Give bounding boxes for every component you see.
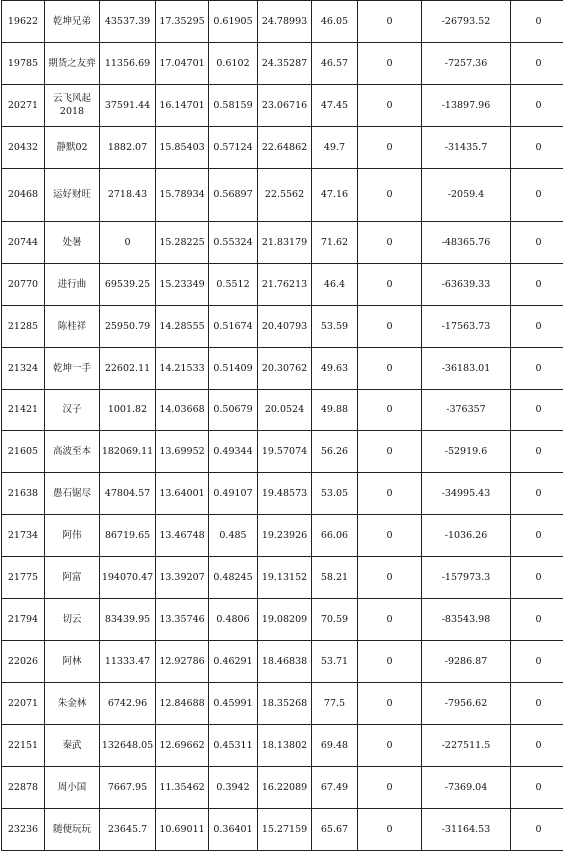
value-8-cell: 0 <box>511 641 563 683</box>
name-cell: 处暑 <box>45 221 100 263</box>
id-cell: 20468 <box>2 168 45 221</box>
value-7-cell: -36183.01 <box>422 347 511 389</box>
value-5-cell: 53.59 <box>312 305 358 347</box>
value-2-cell: 13.64001 <box>156 473 209 515</box>
value-6-cell: 0 <box>358 347 422 389</box>
value-5-cell: 53.05 <box>312 473 358 515</box>
value-6-cell: 0 <box>358 557 422 599</box>
value-8-cell: 0 <box>511 42 563 84</box>
table-row <box>2 42 563 84</box>
table-row <box>2 305 563 347</box>
value-8-cell: 0 <box>511 347 563 389</box>
value-4-cell: 21.76213 <box>258 263 312 305</box>
value-4-cell: 20.30762 <box>258 347 312 389</box>
value-5-cell: 46.57 <box>312 42 358 84</box>
value-5-cell: 71.62 <box>312 221 358 263</box>
value-6-cell: 0 <box>358 168 422 221</box>
value-7-cell: -31164.53 <box>422 808 511 850</box>
value-8-cell: 0 <box>511 305 563 347</box>
value-2-cell: 13.35746 <box>156 599 209 641</box>
value-3-cell: 0.56897 <box>209 168 258 221</box>
value-4-cell: 18.35268 <box>258 683 312 725</box>
name-cell: 陈桂祥 <box>45 305 100 347</box>
value-4-cell: 19.48573 <box>258 473 312 515</box>
value-2-cell: 15.85403 <box>156 126 209 168</box>
id-cell: 22878 <box>2 766 45 808</box>
id-cell: 21421 <box>2 389 45 431</box>
value-5-cell: 56.26 <box>312 431 358 473</box>
table-row <box>2 766 563 808</box>
value-1-cell: 11356.69 <box>100 42 156 84</box>
name-cell: 乾坤兄弟 <box>45 1 100 43</box>
value-5-cell: 46.05 <box>312 1 358 43</box>
id-cell: 20770 <box>2 263 45 305</box>
value-1-cell: 47804.57 <box>100 473 156 515</box>
value-3-cell: 0.50679 <box>209 389 258 431</box>
value-4-cell: 18.13802 <box>258 725 312 767</box>
value-8-cell: 0 <box>511 515 563 557</box>
value-5-cell: 69.48 <box>312 725 358 767</box>
table-row <box>2 1 563 43</box>
name-cell: 阿林 <box>45 641 100 683</box>
value-2-cell: 13.39207 <box>156 557 209 599</box>
value-8-cell: 0 <box>511 263 563 305</box>
value-7-cell: -2059.4 <box>422 168 511 221</box>
id-cell: 19622 <box>2 1 45 43</box>
value-7-cell: -1036.26 <box>422 515 511 557</box>
value-3-cell: 0.61905 <box>209 1 258 43</box>
id-cell: 20432 <box>2 126 45 168</box>
table-row <box>2 641 563 683</box>
value-7-cell: -157973.3 <box>422 557 511 599</box>
value-6-cell: 0 <box>358 725 422 767</box>
value-2-cell: 13.46748 <box>156 515 209 557</box>
value-8-cell: 0 <box>511 725 563 767</box>
value-8-cell: 0 <box>511 84 563 126</box>
value-6-cell: 0 <box>358 808 422 850</box>
value-3-cell: 0.3942 <box>209 766 258 808</box>
id-cell: 21794 <box>2 599 45 641</box>
value-7-cell: -7369.04 <box>422 766 511 808</box>
id-cell: 23236 <box>2 808 45 850</box>
value-6-cell: 0 <box>358 221 422 263</box>
value-8-cell: 0 <box>511 808 563 850</box>
id-cell: 20744 <box>2 221 45 263</box>
value-1-cell: 23645.7 <box>100 808 156 850</box>
value-2-cell: 15.28225 <box>156 221 209 263</box>
value-4-cell: 19.08209 <box>258 599 312 641</box>
value-1-cell: 1882.07 <box>100 126 156 168</box>
table-row <box>2 389 563 431</box>
value-3-cell: 0.58159 <box>209 84 258 126</box>
name-cell: 乾坤一手 <box>45 347 100 389</box>
name-cell: 秦武 <box>45 725 100 767</box>
id-cell: 21638 <box>2 473 45 515</box>
value-1-cell: 22602.11 <box>100 347 156 389</box>
value-5-cell: 65.67 <box>312 808 358 850</box>
value-3-cell: 0.51409 <box>209 347 258 389</box>
value-2-cell: 15.78934 <box>156 168 209 221</box>
value-4-cell: 24.35287 <box>258 42 312 84</box>
value-1-cell: 37591.44 <box>100 84 156 126</box>
value-2-cell: 15.23349 <box>156 263 209 305</box>
value-5-cell: 49.88 <box>312 389 358 431</box>
value-8-cell: 0 <box>511 126 563 168</box>
value-5-cell: 58.21 <box>312 557 358 599</box>
value-3-cell: 0.5512 <box>209 263 258 305</box>
table-row <box>2 168 563 221</box>
value-7-cell: -7257.36 <box>422 42 511 84</box>
name-cell: 汉子 <box>45 389 100 431</box>
value-3-cell: 0.485 <box>209 515 258 557</box>
value-8-cell: 0 <box>511 683 563 725</box>
value-5-cell: 53.71 <box>312 641 358 683</box>
table-row <box>2 599 563 641</box>
value-6-cell: 0 <box>358 263 422 305</box>
id-cell: 21605 <box>2 431 45 473</box>
value-2-cell: 17.04701 <box>156 42 209 84</box>
value-3-cell: 0.49344 <box>209 431 258 473</box>
table-row <box>2 725 563 767</box>
value-7-cell: -26793.52 <box>422 1 511 43</box>
value-4-cell: 22.5562 <box>258 168 312 221</box>
value-2-cell: 12.84688 <box>156 683 209 725</box>
value-1-cell: 83439.95 <box>100 599 156 641</box>
table-row <box>2 221 563 263</box>
value-3-cell: 0.48245 <box>209 557 258 599</box>
value-8-cell: 0 <box>511 766 563 808</box>
value-3-cell: 0.49107 <box>209 473 258 515</box>
value-4-cell: 16.22089 <box>258 766 312 808</box>
table-row <box>2 808 563 850</box>
value-4-cell: 18.46838 <box>258 641 312 683</box>
value-8-cell: 0 <box>511 1 563 43</box>
table-row <box>2 126 563 168</box>
name-cell: 周小国 <box>45 766 100 808</box>
value-5-cell: 47.45 <box>312 84 358 126</box>
value-2-cell: 11.35462 <box>156 766 209 808</box>
id-cell: 21324 <box>2 347 45 389</box>
value-3-cell: 0.36401 <box>209 808 258 850</box>
name-cell: 随便玩玩 <box>45 808 100 850</box>
name-cell: 愚石锯尽 <box>45 473 100 515</box>
table-row <box>2 431 563 473</box>
value-3-cell: 0.55324 <box>209 221 258 263</box>
value-2-cell: 17.35295 <box>156 1 209 43</box>
name-cell: 期货之友弈 <box>45 42 100 84</box>
value-8-cell: 0 <box>511 431 563 473</box>
value-2-cell: 14.03668 <box>156 389 209 431</box>
id-cell: 21734 <box>2 515 45 557</box>
value-6-cell: 0 <box>358 126 422 168</box>
value-2-cell: 14.28555 <box>156 305 209 347</box>
value-3-cell: 0.51674 <box>209 305 258 347</box>
value-1-cell: 11333.47 <box>100 641 156 683</box>
value-7-cell: -83543.98 <box>422 599 511 641</box>
value-1-cell: 86719.65 <box>100 515 156 557</box>
value-6-cell: 0 <box>358 683 422 725</box>
value-5-cell: 46.4 <box>312 263 358 305</box>
value-6-cell: 0 <box>358 431 422 473</box>
value-2-cell: 12.92786 <box>156 641 209 683</box>
value-7-cell: -376357 <box>422 389 511 431</box>
value-6-cell: 0 <box>358 766 422 808</box>
value-8-cell: 0 <box>511 221 563 263</box>
name-cell: 朱金林 <box>45 683 100 725</box>
value-1-cell: 0 <box>100 221 156 263</box>
value-4-cell: 19.13152 <box>258 557 312 599</box>
value-8-cell: 0 <box>511 389 563 431</box>
name-cell: 切云 <box>45 599 100 641</box>
value-5-cell: 67.49 <box>312 766 358 808</box>
value-3-cell: 0.45311 <box>209 725 258 767</box>
value-7-cell: -48365.76 <box>422 221 511 263</box>
table-row <box>2 557 563 599</box>
value-2-cell: 14.21533 <box>156 347 209 389</box>
value-6-cell: 0 <box>358 42 422 84</box>
value-2-cell: 16.14701 <box>156 84 209 126</box>
value-1-cell: 2718.43 <box>100 168 156 221</box>
id-cell: 19785 <box>2 42 45 84</box>
value-2-cell: 12.69662 <box>156 725 209 767</box>
value-8-cell: 0 <box>511 557 563 599</box>
id-cell: 21775 <box>2 557 45 599</box>
value-6-cell: 0 <box>358 1 422 43</box>
table-row <box>2 84 563 126</box>
value-4-cell: 15.27159 <box>258 808 312 850</box>
value-1-cell: 182069.11 <box>100 431 156 473</box>
id-cell: 22026 <box>2 641 45 683</box>
value-5-cell: 49.7 <box>312 126 358 168</box>
value-6-cell: 0 <box>358 389 422 431</box>
value-3-cell: 0.57124 <box>209 126 258 168</box>
value-4-cell: 20.0524 <box>258 389 312 431</box>
value-7-cell: -7956.62 <box>422 683 511 725</box>
table-row <box>2 347 563 389</box>
table-row <box>2 473 563 515</box>
value-7-cell: -31435.7 <box>422 126 511 168</box>
value-3-cell: 0.45991 <box>209 683 258 725</box>
id-cell: 22071 <box>2 683 45 725</box>
value-4-cell: 20.40793 <box>258 305 312 347</box>
value-3-cell: 0.4806 <box>209 599 258 641</box>
value-6-cell: 0 <box>358 84 422 126</box>
value-4-cell: 19.23926 <box>258 515 312 557</box>
value-1-cell: 194070.47 <box>100 557 156 599</box>
id-cell: 20271 <box>2 84 45 126</box>
table-row <box>2 515 563 557</box>
name-cell: 运好财旺 <box>45 168 100 221</box>
value-4-cell: 23.06716 <box>258 84 312 126</box>
value-4-cell: 22.64862 <box>258 126 312 168</box>
value-7-cell: -227511.5 <box>422 725 511 767</box>
value-4-cell: 21.83179 <box>258 221 312 263</box>
value-7-cell: -9286.87 <box>422 641 511 683</box>
value-5-cell: 47.16 <box>312 168 358 221</box>
value-1-cell: 132648.05 <box>100 725 156 767</box>
name-cell: 进行曲 <box>45 263 100 305</box>
value-5-cell: 66.06 <box>312 515 358 557</box>
value-2-cell: 13.69952 <box>156 431 209 473</box>
table-row <box>2 263 563 305</box>
value-1-cell: 69539.25 <box>100 263 156 305</box>
table-body <box>2 1 563 851</box>
id-cell: 22151 <box>2 725 45 767</box>
value-6-cell: 0 <box>358 473 422 515</box>
value-1-cell: 25950.79 <box>100 305 156 347</box>
value-6-cell: 0 <box>358 599 422 641</box>
value-6-cell: 0 <box>358 641 422 683</box>
table-row <box>2 683 563 725</box>
value-3-cell: 0.46291 <box>209 641 258 683</box>
value-8-cell: 0 <box>511 599 563 641</box>
value-6-cell: 0 <box>358 305 422 347</box>
name-cell: 高波至本 <box>45 431 100 473</box>
value-7-cell: -13897.96 <box>422 84 511 126</box>
name-cell: 阿富 <box>45 557 100 599</box>
value-8-cell: 0 <box>511 473 563 515</box>
value-4-cell: 24.78993 <box>258 1 312 43</box>
value-1-cell: 1001.82 <box>100 389 156 431</box>
value-1-cell: 43537.39 <box>100 1 156 43</box>
name-cell: 静默02 <box>45 126 100 168</box>
value-8-cell: 0 <box>511 168 563 221</box>
value-3-cell: 0.6102 <box>209 42 258 84</box>
value-6-cell: 0 <box>358 515 422 557</box>
value-7-cell: -52919.6 <box>422 431 511 473</box>
value-7-cell: -34995.43 <box>422 473 511 515</box>
ranking-table <box>1 0 563 851</box>
name-cell: 阿伟 <box>45 515 100 557</box>
value-5-cell: 70.59 <box>312 599 358 641</box>
value-1-cell: 7667.95 <box>100 766 156 808</box>
value-5-cell: 49.63 <box>312 347 358 389</box>
value-2-cell: 10.69011 <box>156 808 209 850</box>
value-5-cell: 77.5 <box>312 683 358 725</box>
value-7-cell: -17563.73 <box>422 305 511 347</box>
id-cell: 21285 <box>2 305 45 347</box>
value-7-cell: -63639.33 <box>422 263 511 305</box>
value-4-cell: 19.57074 <box>258 431 312 473</box>
name-cell: 云飞风起2018 <box>45 84 100 126</box>
value-1-cell: 6742.96 <box>100 683 156 725</box>
